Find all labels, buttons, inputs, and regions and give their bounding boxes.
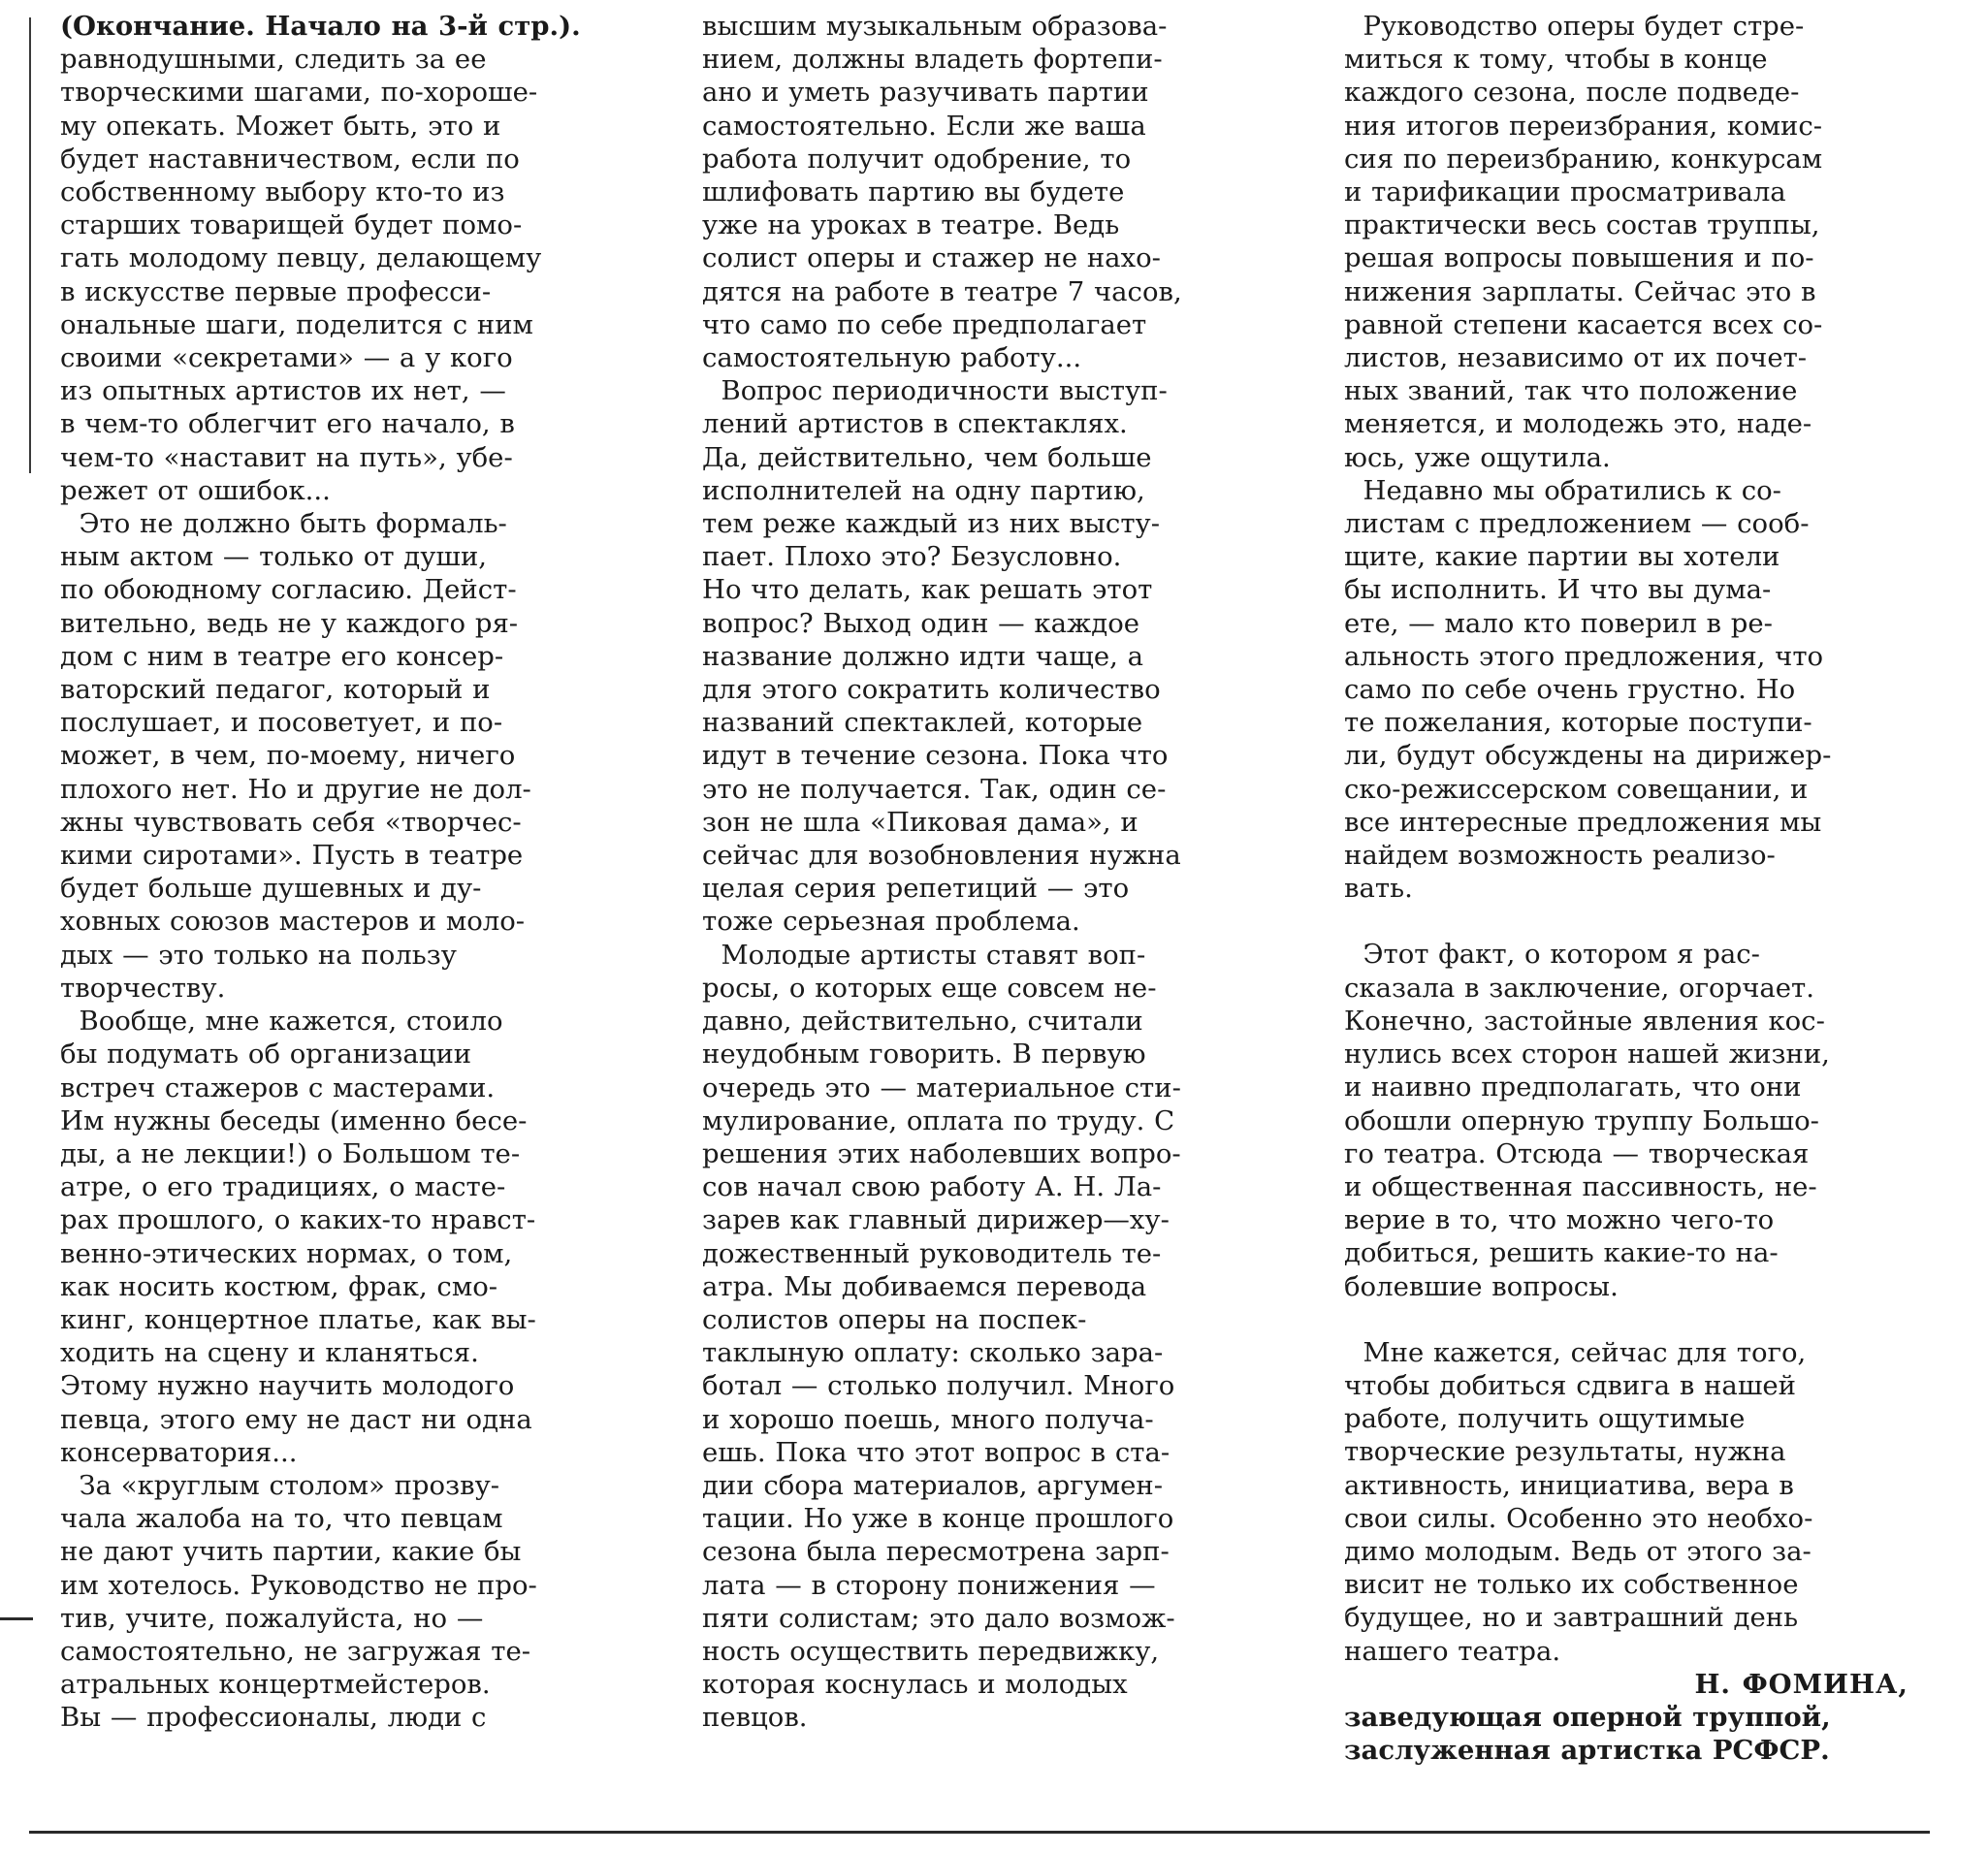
text-line: Конечно, застойные явления кос- [1344, 1005, 1825, 1037]
text-line: ональные шаги, поделится с ним [60, 308, 533, 340]
text-line: сказала в заключение, огорчает. [1344, 972, 1815, 1004]
text-line: Но что делать, как решать этот [702, 574, 1153, 606]
text-line: му опекать. Может быть, это и [60, 110, 501, 142]
text-line: Вы — профессионалы, люди с [60, 1702, 487, 1734]
text-line: бы подумать об организации [60, 1039, 472, 1071]
text-line: Недавно мы обратились к со- [1344, 474, 1781, 506]
text-line: альность этого предложения, что [1344, 640, 1824, 672]
text-line: собственному выбору кто-то из [60, 176, 505, 208]
text-line: давно, действительно, считали [702, 1006, 1143, 1038]
article-column-3 [1344, 10, 1938, 1767]
text-line: ходить на сцену и кланяться. [60, 1337, 479, 1369]
text-line: может, в чем, по-моему, ничего [60, 740, 516, 772]
text-line: ваторский педагог, который и [60, 674, 491, 706]
text-line: миться к тому, чтобы в конце [1344, 44, 1768, 76]
author-role: заведующая оперной труппой, [1344, 1701, 1831, 1733]
continuation-note: (Окончание. Начало на 3-й стр.). [60, 11, 581, 42]
text-line: не дают учить партии, какие бы [60, 1536, 522, 1568]
text-line: ных званий, так что положение [1344, 375, 1798, 407]
text-line: ботал — столько получил. Много [702, 1370, 1175, 1402]
text-line: певцов. [702, 1702, 808, 1734]
text-line: что само по себе предполагает [702, 308, 1147, 340]
text-line: названий спектаклей, которые [702, 707, 1143, 739]
text-line: Этому нужно научить молодого [60, 1370, 515, 1402]
text-line: атра. Мы добиваемся перевода [702, 1270, 1147, 1302]
text-line: уже на уроках в театре. Ведь [702, 209, 1120, 241]
text-line: тив, учите, пожалуйста, но — [60, 1602, 484, 1634]
text-line: творчеству. [60, 972, 226, 1004]
text-line: сейчас для возобновления нужна [702, 840, 1181, 872]
text-line: активность, инициатива, вера в [1344, 1469, 1794, 1501]
left-margin-tick [0, 1617, 33, 1620]
text-line: гать молодому певцу, делающему [60, 242, 542, 274]
text-line: из опытных артистов их нет, — [60, 375, 506, 407]
text-line: как носить костюм, фрак, смо- [60, 1270, 498, 1302]
text-line: чтобы добиться сдвига в нашей [1344, 1369, 1796, 1401]
text-line: ете, — мало кто поверил в ре- [1344, 607, 1773, 639]
text-line: и наивно предполагать, что они [1344, 1071, 1802, 1103]
author-name: Н. ФОМИНА, [1694, 1668, 1908, 1700]
text-line: ско-режиссерском совещании, и [1344, 773, 1809, 805]
text-line: будет наставничеством, если по [60, 143, 520, 175]
bottom-rule [29, 1831, 1930, 1834]
text-line: болевшие вопросы. [1344, 1270, 1619, 1302]
text-line: те пожелания, которые поступи- [1344, 707, 1812, 739]
text-line: росы, о которых еще совсем не- [702, 972, 1157, 1004]
text-line: дятся на работе в театре 7 часов, [702, 275, 1182, 307]
text-line: ность осуществить передвижку, [702, 1635, 1160, 1667]
text-line: мулирование, оплата по труду. С [702, 1104, 1175, 1136]
text-line: решения этих наболевших вопро- [702, 1137, 1181, 1169]
text-line: каждого сезона, после подведе- [1344, 77, 1800, 109]
text-line: обошли оперную труппу Большо- [1344, 1104, 1819, 1136]
text-line: название должно идти чаще, а [702, 640, 1143, 672]
text-line: в чем-то облегчит его начало, в [60, 408, 515, 440]
text-line: плохого нет. Но и другие не дол- [60, 773, 531, 805]
text-line: целая серия репетиций — это [702, 873, 1130, 905]
text-line: певца, этого ему не даст ни одна [60, 1403, 532, 1435]
text-line: шлифовать партию вы будете [702, 176, 1125, 208]
text-line: само по себе очень грустно. Но [1344, 674, 1796, 706]
text-line: самостоятельную работу... [702, 342, 1082, 374]
text-line: для этого сократить количество [702, 674, 1161, 706]
text-line: ния итогов переизбрания, комис- [1344, 110, 1823, 142]
text-line: им хотелось. Руководство не про- [60, 1569, 537, 1601]
text-line: Да, действительно, чем больше [702, 441, 1152, 473]
text-line: найдем возможность реализо- [1344, 840, 1776, 872]
author-role: заслуженная артистка РСФСР. [1344, 1735, 1830, 1767]
text-line: самостоятельно. Если же ваша [702, 110, 1146, 142]
text-line: дии сбора материалов, аргумен- [702, 1469, 1164, 1501]
text-line: венно-этических нормах, о том, [60, 1237, 513, 1269]
text-line: нием, должны владеть фортепи- [702, 44, 1163, 76]
text-line: верие в то, что можно чего-то [1344, 1204, 1775, 1236]
article-column-2 [702, 10, 1296, 1735]
text-line: нашего театра. [1344, 1635, 1561, 1667]
text-line: вопрос? Выход один — каждое [702, 607, 1140, 639]
text-line: равнодушными, следить за ее [60, 44, 487, 76]
text-line: равной степени касается всех со- [1344, 308, 1823, 340]
text-line: го театра. Отсюда — творческая [1344, 1137, 1810, 1169]
text-line: работе, получить ощутимые [1344, 1403, 1746, 1435]
text-line: листов, независимо от их почет- [1344, 342, 1808, 374]
text-line: Это не должно быть формаль- [60, 508, 507, 540]
text-line: решая вопросы повышения и по- [1344, 242, 1814, 274]
text-line: практически весь состав труппы, [1344, 209, 1820, 241]
text-line: режет от ошибок... [60, 474, 331, 506]
text-line: кинг, концертное платье, как вы- [60, 1303, 536, 1335]
text-line: юсь, уже ощутила. [1344, 441, 1611, 473]
text-line: висит не только их собственное [1344, 1569, 1799, 1601]
text-line: дом с ним в театре его консер- [60, 640, 504, 672]
text-line: и хорошо поешь, много получа- [702, 1403, 1154, 1435]
text-line: атральных концертмейстеров. [60, 1669, 491, 1701]
text-line: димо молодым. Ведь от этого за- [1344, 1535, 1812, 1567]
text-line [1344, 1303, 1938, 1336]
text-line: щите, какие партии вы хотели [1344, 541, 1780, 573]
text-line: консерватория... [60, 1436, 298, 1468]
text-line: таклыную оплату: сколько зара- [702, 1337, 1164, 1369]
text-line: очередь это — материальное сти- [702, 1071, 1181, 1103]
text-line: исполнителей на одну партию, [702, 474, 1145, 506]
text-line: нижения зарплаты. Сейчас это в [1344, 275, 1816, 307]
text-line: это не получается. Так, один се- [702, 773, 1167, 805]
text-line: творческими шагами, по-хороше- [60, 77, 538, 109]
text-line: высшим музыкальным образова- [702, 11, 1168, 42]
text-line: неудобным говорить. В первую [702, 1039, 1146, 1071]
text-line: ли, будут обсуждены на дирижер- [1344, 740, 1832, 772]
text-line [1344, 905, 1938, 938]
text-line: За «круглым столом» прозву- [60, 1469, 500, 1501]
text-line: сия по переизбранию, конкурсам [1344, 143, 1823, 175]
text-line: добиться, решить какие-то на- [1344, 1237, 1779, 1269]
text-line: Вообще, мне кажется, стоило [60, 1006, 503, 1038]
text-line: ано и уметь разучивать партии [702, 77, 1149, 109]
text-line: солистов оперы на поспек- [702, 1303, 1087, 1335]
text-line: атре, о его традициях, о масте- [60, 1171, 506, 1203]
text-line: Этот факт, о котором я рас- [1344, 939, 1760, 971]
text-line: Молодые артисты ставят воп- [702, 939, 1146, 971]
text-line: тоже серьезная проблема. [702, 906, 1080, 938]
text-line: кими сиротами». Пусть в театре [60, 840, 524, 872]
text-line: послушает, и посоветует, и по- [60, 707, 503, 739]
text-line: рах прошлого, о каких-то нравст- [60, 1204, 536, 1236]
text-line: самостоятельно, не загружая те- [60, 1635, 531, 1667]
text-line: зарев как главный дирижер—ху- [702, 1204, 1170, 1236]
text-line: ешь. Пока что этот вопрос в ста- [702, 1436, 1170, 1468]
text-line: вать. [1344, 873, 1413, 905]
text-line: Мне кажется, сейчас для того, [1344, 1336, 1807, 1368]
text-line: сезона была пересмотрена зарп- [702, 1536, 1170, 1568]
text-line: творческие результаты, нужна [1344, 1436, 1786, 1468]
text-line: ховных союзов мастеров и моло- [60, 906, 526, 938]
text-line: ным актом — только от души, [60, 541, 488, 573]
text-line: работа получит одобрение, то [702, 143, 1132, 175]
text-line: старших товарищей будет помо- [60, 209, 523, 241]
text-line: идут в течение сезона. Пока что [702, 740, 1169, 772]
text-line: ды, а не лекции!) о Большом те- [60, 1137, 521, 1169]
text-line: своими «секретами» — а у кого [60, 342, 513, 374]
text-line: встреч стажеров с мастерами. [60, 1071, 496, 1103]
text-line: сов начал свою работу А. Н. Ла- [702, 1171, 1162, 1203]
text-line: по обоюдному согласию. Дейст- [60, 574, 517, 606]
text-line: пяти солистам; это дало возмож- [702, 1602, 1175, 1634]
text-line: солист оперы и стажер не нахо- [702, 242, 1161, 274]
text-line: пает. Плохо это? Безусловно. [702, 541, 1122, 573]
text-line: нулись всех сторон нашей жизни, [1344, 1039, 1830, 1071]
text-line: лений артистов в спектаклях. [702, 408, 1128, 440]
text-line: чем-то «наставит на путь», убе- [60, 441, 513, 473]
text-line: вительно, ведь не у каждого ря- [60, 607, 519, 639]
text-line: тации. Но уже в конце прошлого [702, 1503, 1174, 1535]
text-line: жны чувствовать себя «творчес- [60, 806, 522, 838]
text-line: Руководство оперы будет стре- [1344, 11, 1805, 42]
text-line: меняется, и молодежь это, наде- [1344, 408, 1812, 440]
text-line: будущее, но и завтрашний день [1344, 1602, 1799, 1634]
text-line: лата — в сторону понижения — [702, 1569, 1156, 1601]
text-line: и общественная пассивность, не- [1344, 1170, 1817, 1202]
text-line: будет больше душевных и ду- [60, 873, 482, 905]
text-line: бы исполнить. И что вы дума- [1344, 574, 1772, 606]
text-line: Вопрос периодичности выступ- [702, 375, 1168, 407]
left-margin-bar [29, 17, 31, 473]
text-line: свои силы. Особенно это необхо- [1344, 1502, 1813, 1534]
text-line: дых — это только на пользу [60, 939, 457, 971]
text-line: зон не шла «Пиковая дама», и [702, 806, 1138, 838]
text-line: чала жалоба на то, что певцам [60, 1503, 503, 1535]
text-line: которая коснулась и молодых [702, 1669, 1128, 1701]
text-line: дожественный руководитель те- [702, 1237, 1162, 1269]
text-line: в искусстве первые професси- [60, 275, 492, 307]
text-line: тем реже каждый из них высту- [702, 508, 1161, 540]
text-line: листам с предложением — сооб- [1344, 508, 1810, 540]
text-line: все интересные предложения мы [1344, 806, 1822, 838]
text-line: Им нужны беседы (именно бесе- [60, 1104, 528, 1136]
text-line: и тарификации просматривала [1344, 176, 1786, 208]
article-column-1 [60, 10, 654, 1735]
